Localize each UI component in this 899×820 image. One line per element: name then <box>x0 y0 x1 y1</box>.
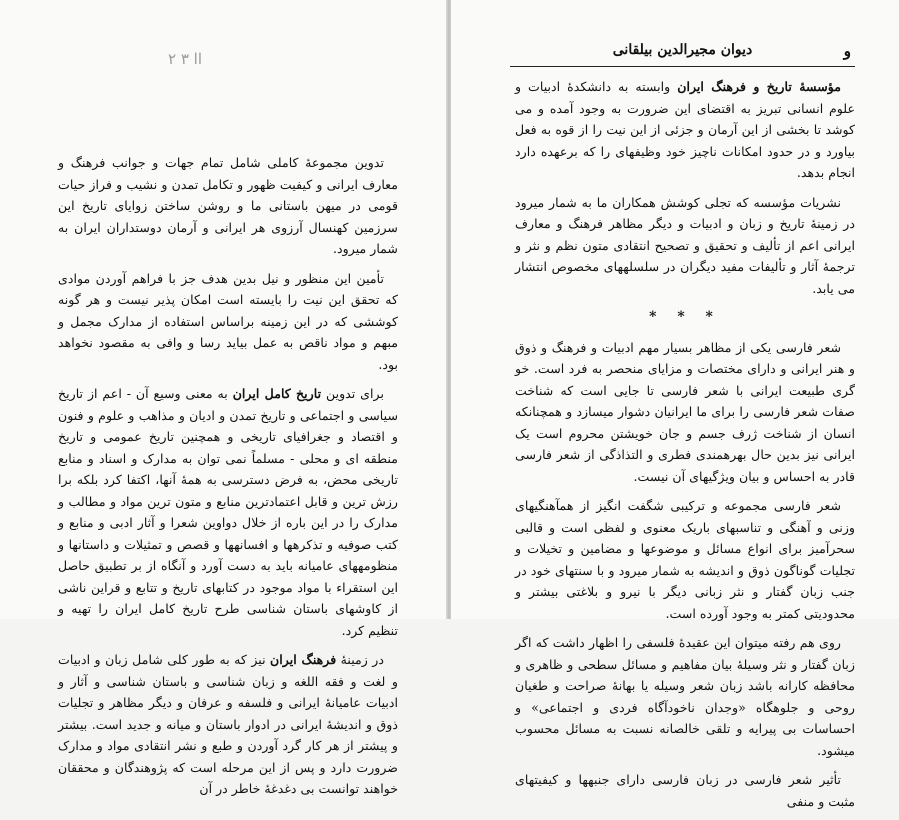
paragraph: شعر فارسی یکی از مظاهر بسیار مهم ادبیات و فرهنگ و ذوق و هنر ایرانی و دارای مختصات و مزایای منحصر به فرد است. خو گری طبیعت ایرانی با شعر فارسی تا جایی است که شناخت صفات شعر فارسی را برای ما ایرانیان دشوار میسازد و همچنانکه انسان از شناخت ژرف جسم و جان خویشتن محروم است یک ایرانی نیز بدین حال بهرهمندی فطری و التذاذگی از شعر فارسی قادر به احساس و بیان ویژگیهای آن نیست. <box>515 339 855 484</box>
bold-term: تاریخ کامل ایران <box>232 386 322 401</box>
paragraph: شعر فارسی مجموعه و ترکیبی شگفت انگیز از همآهنگیهای وزنی و آهنگی و تناسبهای باریک معنوی و لفظی است و قالبی سحرآمیز برای انواع مسائل و موضوعها و مضامین و تخیلات و تجلیات گوناگون ذوق و اندیشه به شمار میرود و با سنتهای خود در جنب زبان گفتار و نثر زبانی دیگر با نیرو و بلاغتی بیشتر و محدودیتی کمتر به وجود آورده است. <box>515 498 855 621</box>
running-header <box>510 40 855 67</box>
running-title: دیوان مجیرالدین بیلقانی <box>612 42 753 58</box>
paragraph: برای تدوین تاریخ کامل ایران به معنی وسیع آن - اعم از تاریخ سیاسی و اجتماعی و تاریخ تمدن و ادیان و مذاهب و علوم و فنون و اقتصاد و جغرافیای تاریخی و همچنین تاریخ عمومی و تاریخ منطقه ای و محلی - مسلماً نمی توان به مدارک و اسناد و منابع تاریخی محض، به فرض دسترسی به همهٔ آنها، اکتفا کرد بلکه برا رزش ترین و قابل اعتمادترین منابع و متون ترین مواد و مطالب و مدارک را در این باره از خلال دواوین شعرا و آثار ادبی و منابع و کتب صوفیه و تذکرهها و افسانهها و قصص و تمثیلات و داستانها و منظومههای عامیانه باید به دست آورد و آنگاه از بر تطبیق حاصل این استقراء با مواد موجود در کتابهای تاریخ و تتابع و قراین ناشی از کاوشهای باستان شناسی طرح تاریخ کامل ایران را تهیه و تنظیم کرد. <box>58 386 398 638</box>
paragraph: در زمینهٔ فرهنگ ایران نیز که به طور کلی شامل زبان و ادبیات و لغت و فقه اللغه و زبان شناسی و باستان شناسی و آثار و ادبیات عامیانهٔ ایرانی و فلسفه و عرفان و دیگر مظاهر و تجلیات ذوق و اندیشهٔ ایرانی در ادوار باستان و میانه و جدید است. بیشتر و پیشتر از هر کار گرد آوردن و طبع و نشر انتقادی مواد و مدارک ضرورت دارد و پس از این مرحله است که پژوهندگان و محققان خواهند توانست بی دغدغهٔ خاطر در آن <box>58 652 398 796</box>
paragraph: تأثیر شعر فارسی در زبان فارسی دارای جنبهها و کیفیتهای مثبت و منفی <box>515 772 855 809</box>
paragraph: نشریات مؤسسه که تجلی کوشش همکاران ما به شمار میرود در زمینهٔ تاریخ و زبان و ادبیات و دیگر مظاهر فرهنگ و معارف ایرانی اعم از تألیف و تحقیق و تصحیح انتقادی متون نظم و نثر و ترجمهٔ آثار و تألیفات مفید دیگران در سلسلههای مخصوص انتشار می یابد. <box>515 194 855 296</box>
paragraph: تأمین این منظور و نیل بدین هدف جز با فراهم آوردن موادی که تحقق این نیت را بایسته است امکان پذیر نیست و هر گونه کوششی که در این زمینه براساس استفاده از مدارک مجمل و مبهم و مواد ناقص به عمل بیاید رسا و وافی به مقصود نخواهد بود. <box>58 270 398 372</box>
paragraph: مؤسسهٔ تاریخ و فرهنگ ایران وابسته به دانشکدهٔ ادبیات و علوم انسانی تبریز به اقتضای این ضرورت به وجود آمده و می کوشد تا بخشی از این آرمان و جزئی از این نیت را از قوه به فعل بیاورد و در حدود امکانات ناچیز خود وظیفهای را که برعهده دارد انجام بدهد. <box>515 79 855 180</box>
bold-term: مؤسسهٔ تاریخ و فرهنگ ایران <box>677 79 841 94</box>
left-page-text <box>58 152 398 808</box>
paragraph: روی هم رفته میتوان این عقیدهٔ فلسفی را اظهار داشت که اگر زبان گفتار و نثر وسیلهٔ بیان مفاهیم و مسائل سطحی و ظاهری و محافظه کارانه باشد زبان شعر وسیله یا بهانهٔ صراحت و طغیان روحی و جلوهگاه «وجدان ناخودآگاه فردی و اجتماعی» و احساسات بی پیرایه و تلقی خالصانه نسبت به مسائل محسوب میشود. <box>515 635 855 758</box>
paragraph: تدوین مجموعهٔ کاملی شامل تمام جهات و جوانب فرهنگ و معارف ایرانی و کیفیت ظهور و تکامل تمدن و نشیب و فراز حیات قومی در میهن باستانی ما و روشن ساختن زوایای تاریخ این سرزمین کهنسال آرزوی هر ایرانی و آرمان دوستداران ایران به شمار میرود. <box>58 155 398 256</box>
page-number: و <box>843 42 851 60</box>
page-marks: اا ۳ ۲ <box>168 50 203 68</box>
right-page-text <box>515 76 855 820</box>
bold-term: فرهنگ ایران <box>270 652 337 667</box>
section-divider: * * * <box>649 309 721 325</box>
